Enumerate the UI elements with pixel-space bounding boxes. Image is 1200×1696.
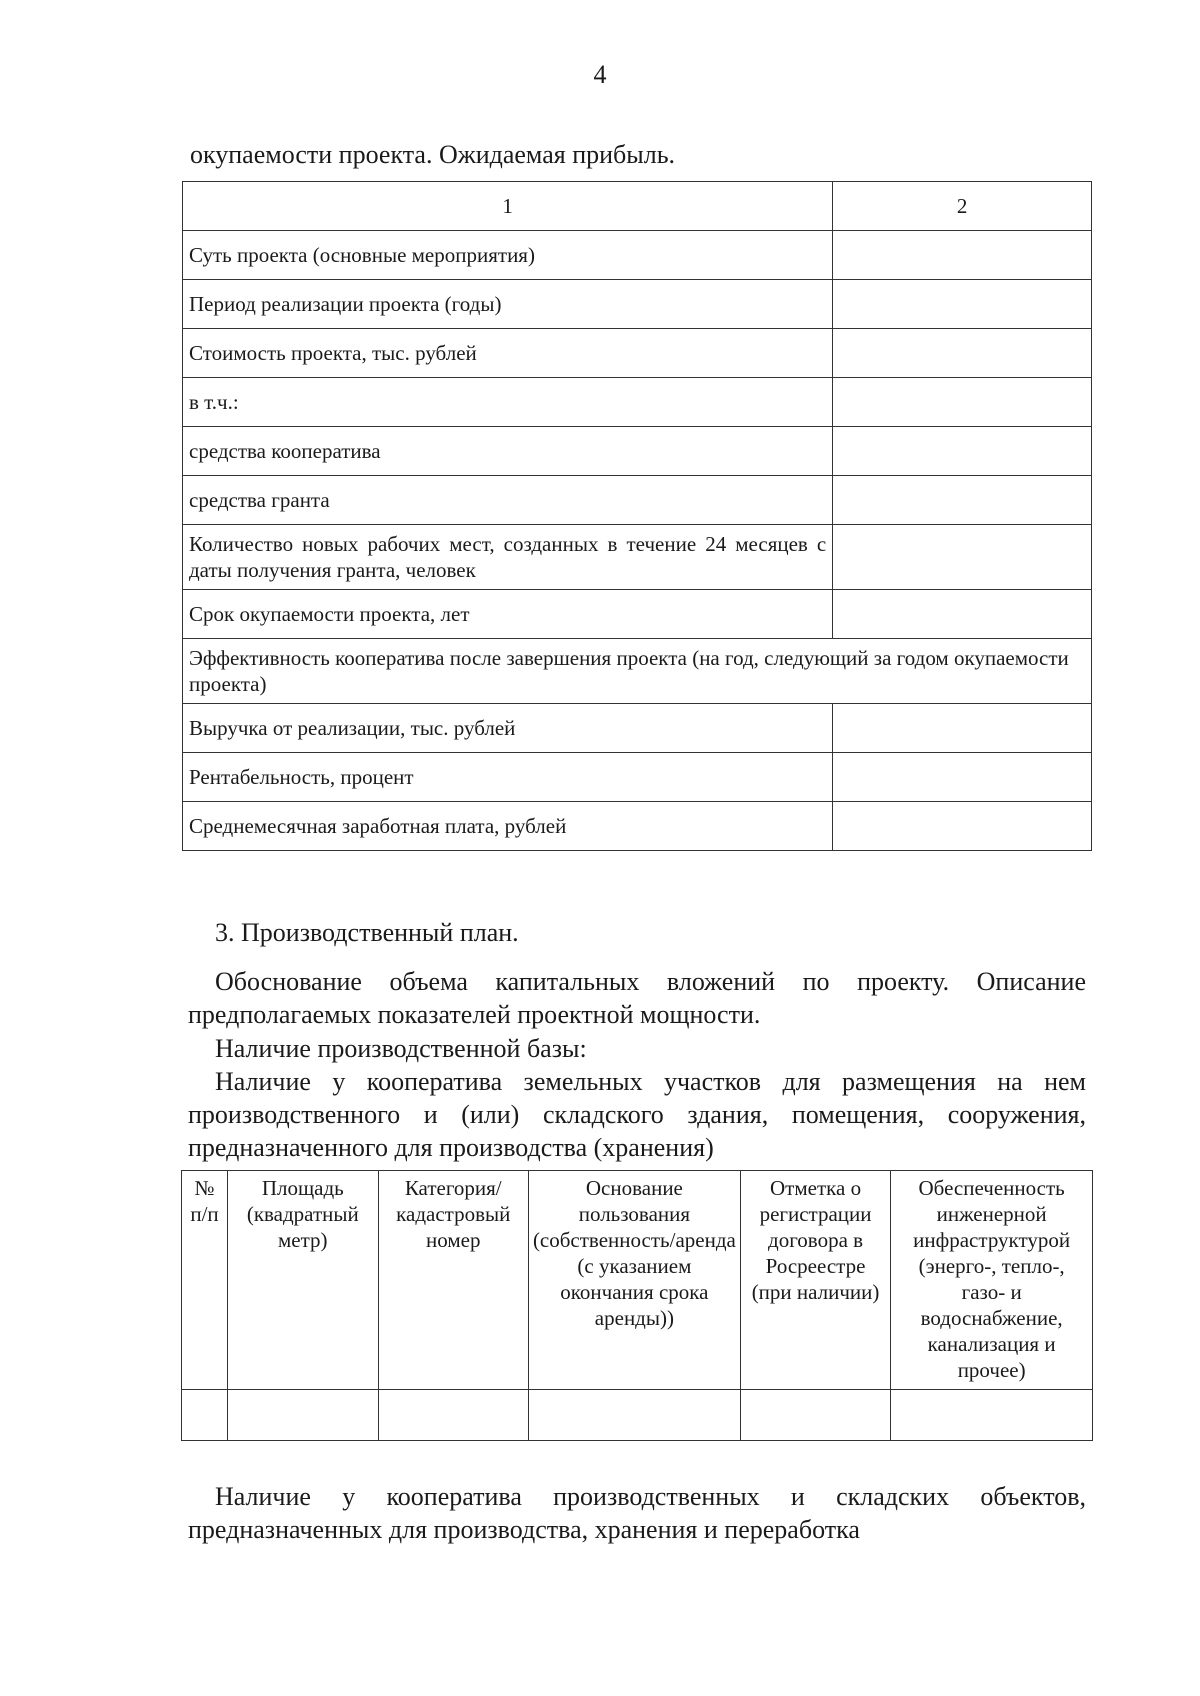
column-header-area: Площадь (квадратный метр) xyxy=(228,1171,378,1390)
row-value-cell xyxy=(833,704,1092,753)
continued-heading: окупаемости проекта. Ожидаемая прибыль. xyxy=(190,140,676,169)
row-label: в т.ч.: xyxy=(183,378,833,427)
table-row xyxy=(183,476,1092,525)
row-value-cell xyxy=(833,427,1092,476)
row-label: Рентабельность, процент xyxy=(183,753,833,802)
row-label: средства гранта xyxy=(183,476,833,525)
column-header-number: № п/п xyxy=(182,1171,228,1390)
paragraph-capital-investment: Обоснование объема капитальных вложений по проекту. Описание предполагаемых показателей проектной мощности. xyxy=(188,967,1086,1029)
column-header-infrastructure: Обеспеченность инженерной инфраструктурой (энерго-, тепло-, газо- и водоснабжение, канализация и прочее) xyxy=(891,1171,1093,1390)
row-label: Стоимость проекта, тыс. рублей xyxy=(183,329,833,378)
table-row xyxy=(183,329,1092,378)
row-label: средства кооператива xyxy=(183,427,833,476)
column-header-registration: Отметка о регистрации договора в Росреестре (при наличии) xyxy=(740,1171,890,1390)
row-value-cell xyxy=(833,525,1092,590)
row-value-cell xyxy=(833,753,1092,802)
table-cell xyxy=(891,1390,1093,1441)
table-row xyxy=(183,427,1092,476)
table-row xyxy=(183,704,1092,753)
row-label: Период реализации проекта (годы) xyxy=(183,280,833,329)
table-row xyxy=(183,590,1092,639)
column-header-usage-basis: Основание пользования (собственность/аренда (с указанием окончания срока аренды)) xyxy=(528,1171,740,1390)
table-row xyxy=(183,378,1092,427)
row-value-cell xyxy=(833,476,1092,525)
table-row xyxy=(183,753,1092,802)
column-number-1: 1 xyxy=(183,182,833,231)
table-cell xyxy=(378,1390,528,1441)
row-value-cell xyxy=(833,329,1092,378)
paragraph-production-facilities: Наличие у кооператива производственных и складских объектов, предназначенных для производства, хранения и переработка xyxy=(188,1482,1086,1544)
land-plots-table xyxy=(181,1170,1093,1441)
row-value-cell xyxy=(833,231,1092,280)
row-label: Срок окупаемости проекта, лет xyxy=(183,590,833,639)
table-cell xyxy=(182,1390,228,1441)
row-label: Выручка от реализации, тыс. рублей xyxy=(183,704,833,753)
paragraph-production-base: Наличие производственной базы: xyxy=(215,1034,587,1063)
section-title: 3. Производственный план. xyxy=(215,918,519,947)
table-row xyxy=(183,231,1092,280)
row-value-cell xyxy=(833,802,1092,851)
row-label: Суть проекта (основные мероприятия) xyxy=(183,231,833,280)
row-value-cell xyxy=(833,590,1092,639)
table-cell xyxy=(228,1390,378,1441)
table-header-row xyxy=(183,182,1092,231)
row-label: Эффективность кооператива после завершения проекта (на год, следующий за годом окупаемости проекта) xyxy=(183,639,1092,704)
row-label: Среднемесячная заработная плата, рублей xyxy=(183,802,833,851)
column-header-category: Категория/кадастровый номер xyxy=(378,1171,528,1390)
table-header-row xyxy=(182,1171,1093,1390)
table-cell xyxy=(528,1390,740,1441)
row-value-cell xyxy=(833,280,1092,329)
table-row-merged xyxy=(183,639,1092,704)
page-number: 4 xyxy=(593,60,607,89)
row-label: Количество новых рабочих мест, созданных в течение 24 месяцев с даты получения гранта, человек xyxy=(183,525,833,590)
table-row xyxy=(182,1390,1093,1441)
paragraph-land-plots: Наличие у кооператива земельных участков для размещения на нем производственного и (или) складского здания, помещения, сооружения, предназначенного для производства (хранения) xyxy=(188,1067,1086,1162)
column-number-2: 2 xyxy=(833,182,1092,231)
table-cell xyxy=(740,1390,890,1441)
table-row xyxy=(183,280,1092,329)
row-value-cell xyxy=(833,378,1092,427)
project-summary-table xyxy=(182,181,1092,851)
table-row xyxy=(183,802,1092,851)
table-row xyxy=(183,525,1092,590)
